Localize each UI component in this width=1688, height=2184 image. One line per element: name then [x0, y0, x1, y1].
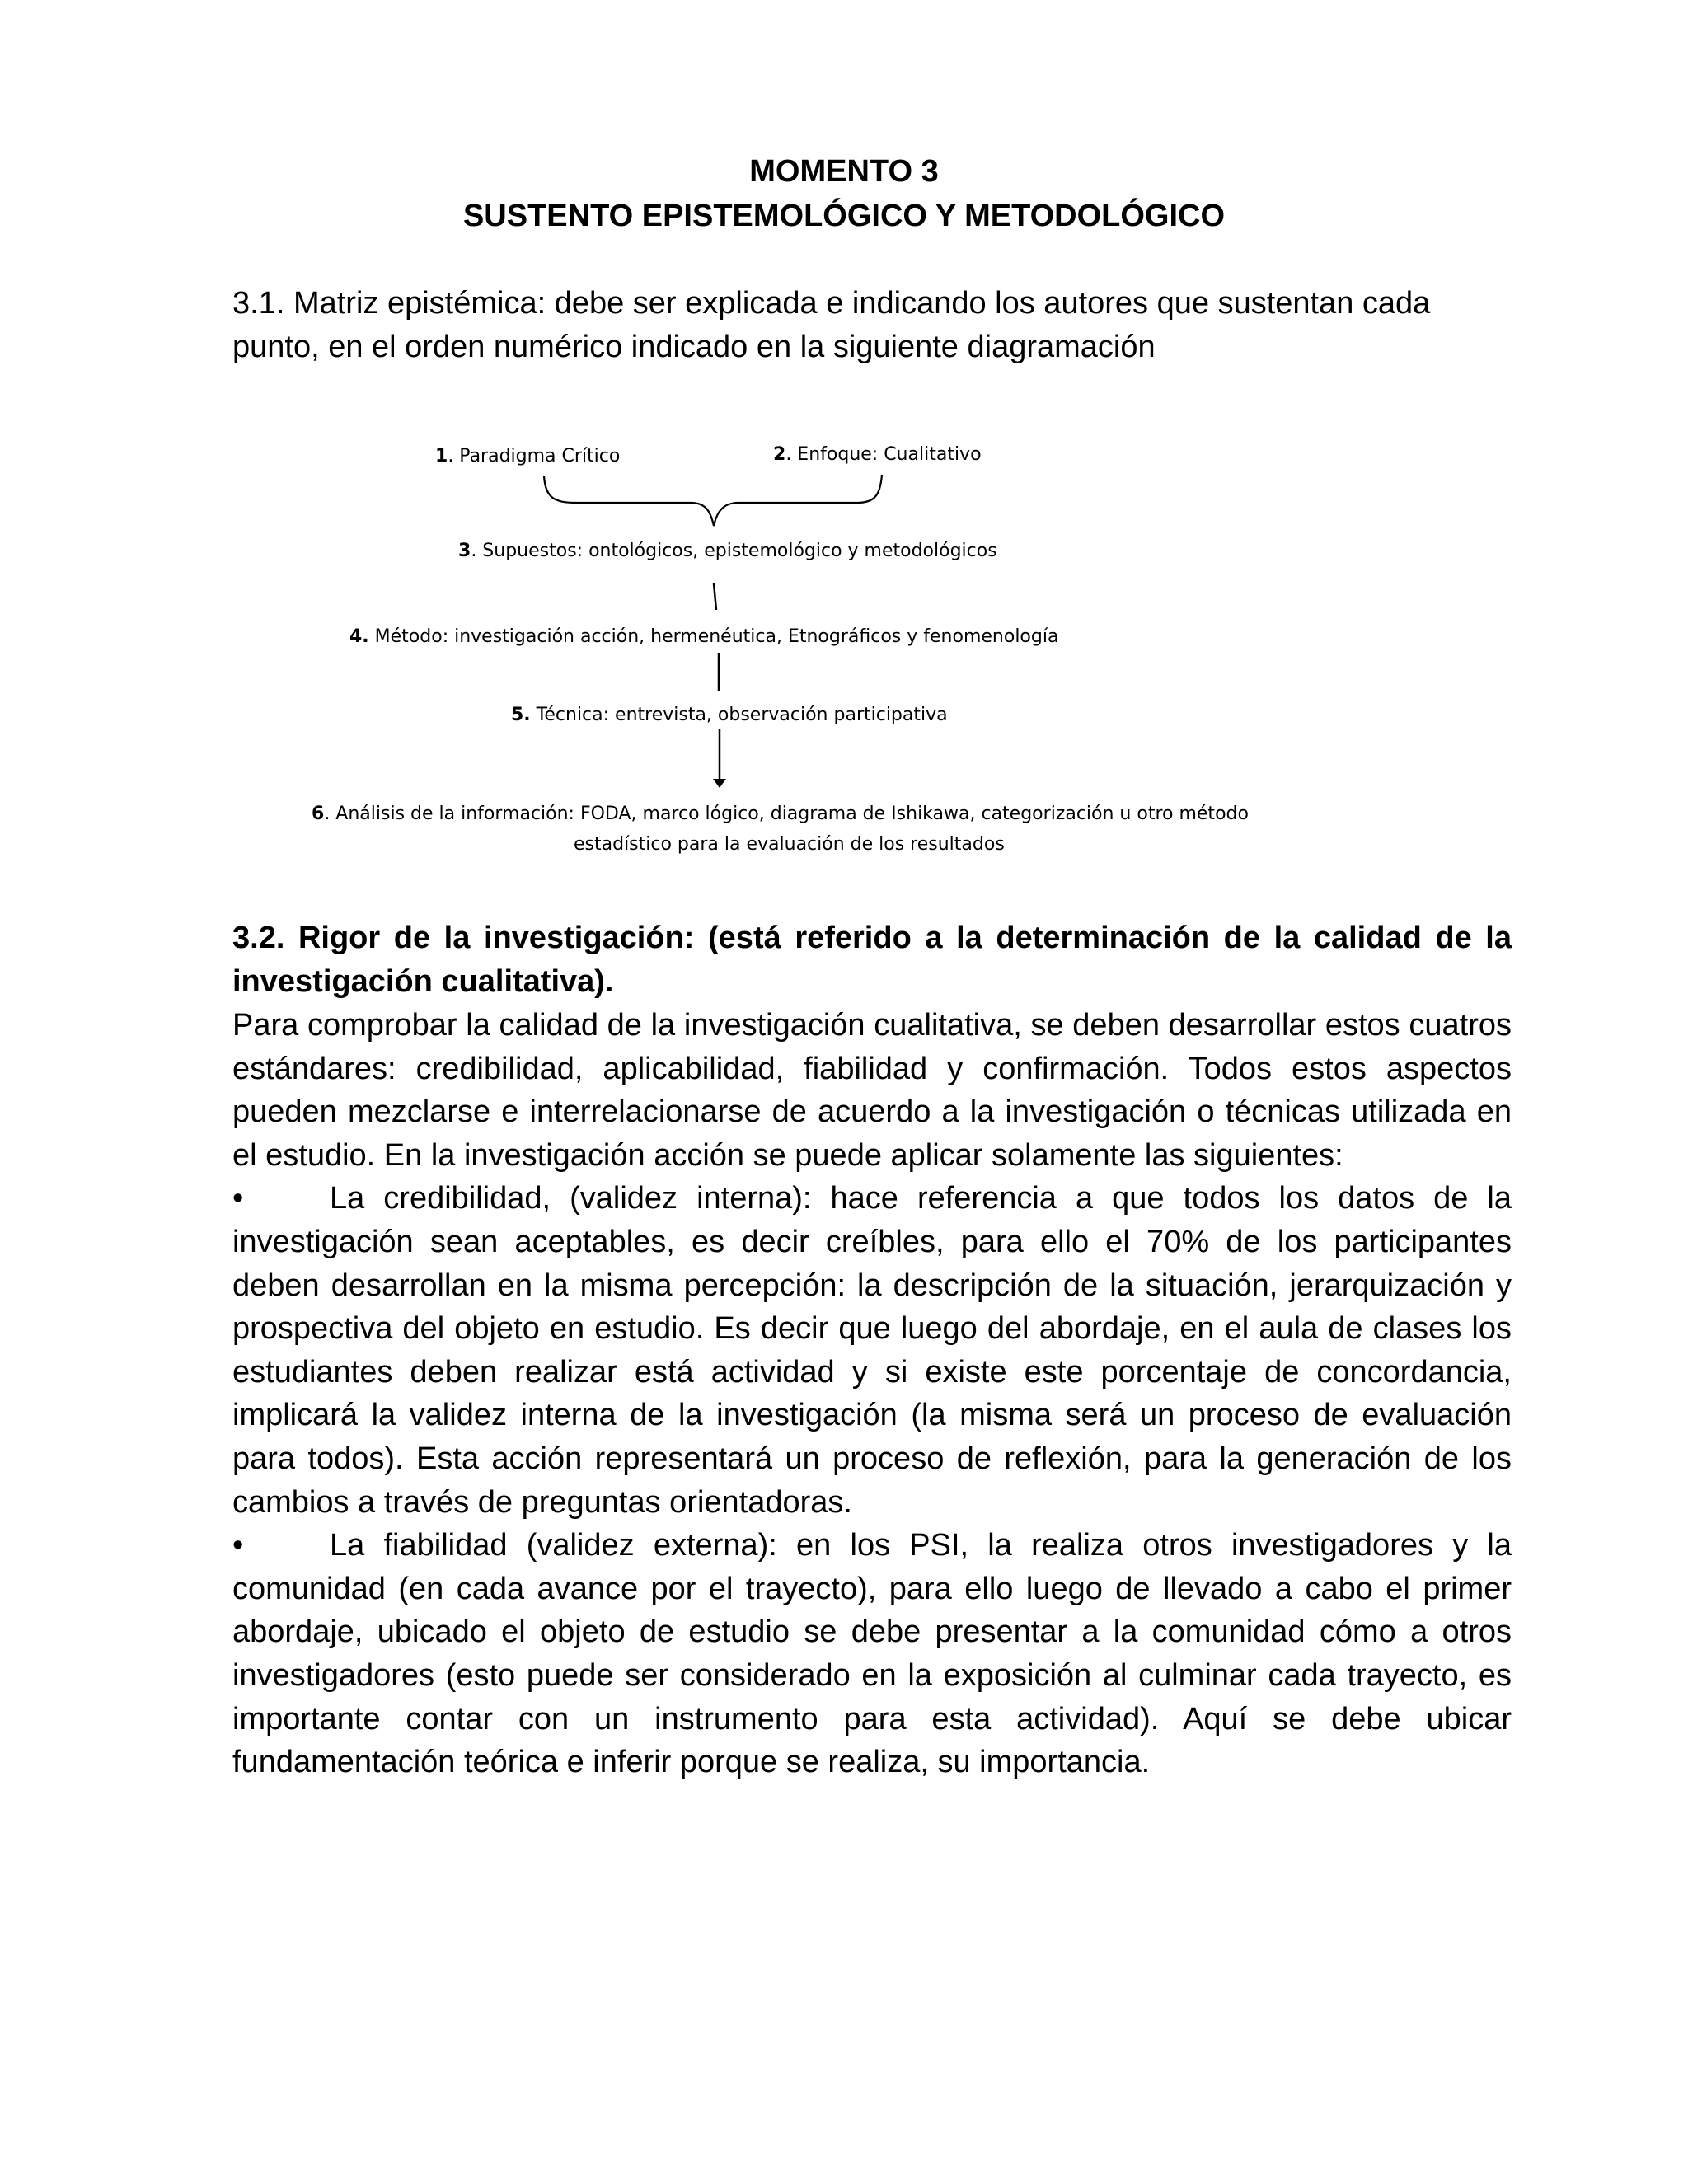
bullet-credibility-text: La credibilidad, (validez interna): hace referencia a que todos los datos de la investigación sean aceptables, es decir creíbles, para ello el 70% de los participantes deben desarrollan en la misma percepción: la descripción de la situación, jerarquización y prospectiva del objeto en estudio. Es decir que luego del abordaje, en el aula de clases los estudiantes deben realizar está actividad y si existe este porcentaje de concordancia, implicará la validez interna de la investigación (la misma será un proceso de evaluación para todos). Esta acción representará un proceso de reflexión, para la generación de los cambios a través de preguntas orientadoras. [232, 1181, 1512, 1520]
connector-3-4 [714, 583, 716, 610]
epistemic-matrix-diagram [0, 429, 1688, 874]
diagram-brace [544, 475, 882, 526]
bullet-icon: • [232, 1181, 244, 1216]
arrow-head-icon [713, 779, 726, 788]
bullet-reliability-text: La fiabilidad (validez externa): en los PSI, la realiza otros investigadores y la comunidad (en cada avance por el trayecto), para ello luego de llevado a cabo el primer abordaje, ubicado el objeto de estudio se debe presentar a la comunidad cómo a otros investigadores (esto puede ser considerado en la exposición al culminar cada trayecto, es importante contar con un instrumento para esta actividad). Aquí se debe ubicar fundamentación teórica e inferir porque se realiza, su importancia. [232, 1528, 1512, 1780]
diagram-item-3: 3. Supuestos: ontológicos, epistemológico y metodológicos [458, 541, 997, 561]
bullet-icon: • [232, 1528, 244, 1563]
moment-title: MOMENTO 3 [749, 154, 939, 189]
diagram-item-6: 6. Análisis de la información: FODA, marco lógico, diagrama de Ishikawa, categorización u otro método [312, 804, 1249, 824]
diagram-item-2: 2. Enfoque: Cualitativo [773, 444, 982, 465]
rigor-paragraph: Para comprobar la calidad de la investigación cualitativa, se deben desarrollar estos cuatros estándares: credibilidad, aplicabilidad, fiabilidad y confirmación. Todos estos aspectos pueden mezclarse e interrelacionarse de acuerdo a la investigación o técnicas utilizada en el estudio. En la investigación acción se puede aplicar solamente las siguientes: [232, 1008, 1512, 1173]
diagram-item-4: 4. Método: investigación acción, hermenéutica, Etnográficos y fenomenología [349, 626, 1059, 647]
section-3-1-intro: 3.1. Matriz epistémica: debe ser explicada e indicando los autores que sustentan cada punto, en el orden numérico indicado en la siguiente diagramación [232, 286, 1431, 364]
section-3-2-heading: 3.2. Rigor de la investigación: (está referido a la determinación de la calidad de la investigación cualitativa). [232, 921, 1512, 999]
diagram-item-5: 5. Técnica: entrevista, observación participativa [511, 705, 948, 725]
bullet-reliability [232, 1524, 1512, 1784]
bullet-credibility [232, 1177, 1512, 1524]
diagram-item-1: 1. Paradigma Crítico [435, 446, 621, 466]
section-main-title: SUSTENTO EPISTEMOLÓGICO Y METODOLÓGICO [462, 199, 1226, 233]
diagram-item-6-line-2: estadístico para la evaluación de los resultados [574, 834, 1005, 855]
section-3-2-body [232, 1004, 1512, 1784]
